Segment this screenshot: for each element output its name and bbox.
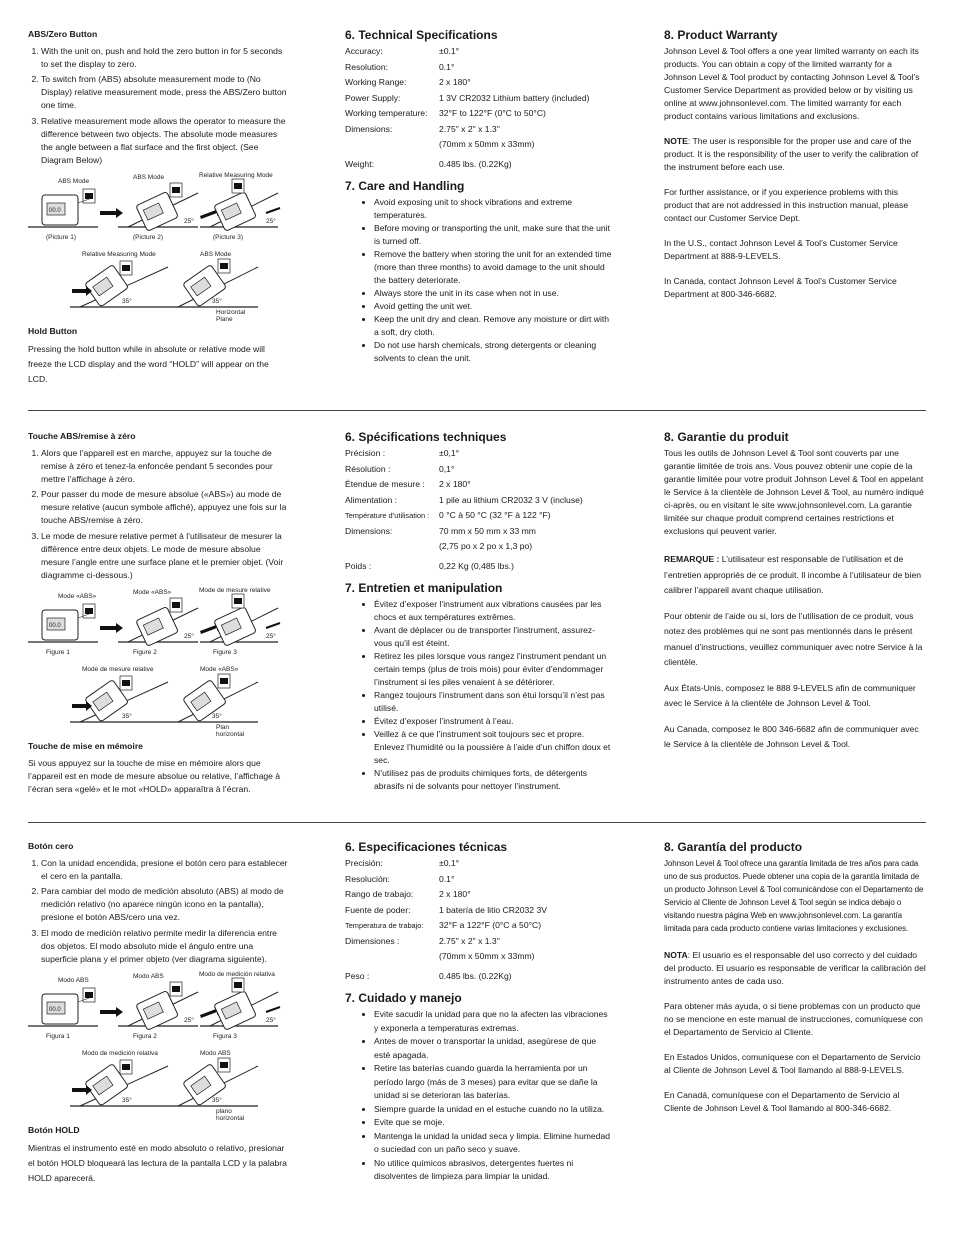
list-item: 3. Relative measurement mode allows the operator to measure the difference between two objects. The absolute mode measures the angle between a flat surface and the first object. (See Diagram Below) [41, 115, 290, 167]
list-item: • Évitez d’exposer l’instrument à l’eau. [374, 715, 613, 728]
diagram-text: 35° [212, 297, 222, 305]
spec-row [345, 447, 583, 463]
spec-value [439, 494, 583, 510]
diagram-shape [214, 191, 257, 231]
spec-value [439, 525, 583, 556]
diagram-label: Modo ABS [58, 976, 89, 984]
spec-value [439, 107, 589, 123]
note-text: : The user is responsible for the proper use and care of the product. It is the responsibility of the user to verify the calibration of the instrument before each use. [664, 136, 919, 172]
spec-row [345, 61, 589, 77]
list-item: • Retire las baterías cuando guarda la herramienta por un período largo (más de 3 meses) para evitar que se dañe la unidad si se deterioran las baterías. [374, 1062, 613, 1103]
spec-key: Dimensions: [345, 525, 393, 536]
spec-value-line: 1 batería de litio CR2032 3V [439, 904, 547, 915]
diagram-shape [220, 678, 228, 684]
assistance-paragraph: For further assistance, or if you experience problems with this product that are not addressed in this instruction manual, please contact our Customer Service Dept. [664, 187, 909, 223]
spec-value-line: 2 x 180° [439, 889, 471, 900]
diagram-text: 35° [212, 712, 222, 720]
measurement-mode-diagram [28, 171, 290, 323]
abs-zero-title: ABS/Zero Button [28, 29, 98, 39]
svg-text:00.0: 00.0 [49, 622, 61, 629]
list-item: 2. Pour passer du mode de mesure absolue («ABS») au mode de mesure relative (aucun symbole affiché), appuyez une fois sur la touche ABS/remise à zéro. [41, 488, 290, 527]
spec-key: Résolution : [345, 463, 391, 474]
diagram-text: Plan [216, 723, 230, 731]
spec-value [439, 857, 547, 873]
warranty-paragraph: Tous les outils de Johnson Level & Tool sont couverts par une garantie limitée de trois ans. Vous pouvez obtenir une copie de la garantie limitée pour votre produit Johnson Level & Tool en appelant le Service à la clientèle de Johnson Level & Tool, au numéro indiqué ci-après, ou en visitant le site www.johnsonlevel.com. La garantie limitée sur chaque produit comprend certaines restrictions et exclusions qui peuvent varier. [664, 448, 924, 536]
list-item: • Mantenga la unidad la unidad seca y limpia. Elimine humedad o suciedad con un paño seco y suave. [374, 1130, 613, 1157]
level-device-picture-4 [70, 676, 168, 722]
diagram-slot [28, 970, 290, 1122]
list-item: • No utilice químicos abrasivos, detergentes fuertes ni disolventes de limpieza para limpiar la unidad. [374, 1157, 613, 1184]
spec-value-line: ±0.1° [439, 46, 460, 56]
column-warranty [664, 28, 926, 311]
spec-value [439, 904, 547, 920]
diagram-caption: (Picture 2) [133, 233, 163, 241]
spec-key: Accuracy: [345, 46, 383, 56]
diagram-text: horizontal [216, 1114, 245, 1122]
spec-value-line: 2.75" x 2" x 1.3" [439, 935, 500, 946]
spec-key: Dimensions: [345, 123, 393, 134]
note-paragraph [664, 949, 926, 988]
arrow-icon [100, 208, 123, 218]
diagram-label: Mode de mesure relative [199, 586, 271, 594]
list-item: 2. To switch from (ABS) absolute measurement mode to (No Display) relative measurement mode, press the ABS/Zero button one time. [41, 73, 290, 112]
svg-text:00.0: 00.0 [49, 207, 61, 214]
canada-contact-paragraph: Au Canada, composez le 800 346-6682 afin de communiquer avec le Service à la clientèle de Johnson Level & Tool. [664, 723, 919, 749]
spec-row [345, 107, 589, 123]
column-buttons [28, 28, 290, 387]
spec-value [439, 873, 547, 889]
spec-row [345, 919, 547, 935]
spec-row [345, 494, 583, 510]
spec-key: Poids : [345, 560, 372, 571]
spec-value-line: (70mm x 50mm x 33mm) [439, 950, 535, 961]
care-list [345, 1008, 613, 1184]
diagram-shape [234, 598, 242, 604]
diagram-text: 25° [266, 632, 276, 640]
diagram-text: 35° [122, 1096, 132, 1104]
diagram-caption: (Picture 3) [213, 233, 243, 241]
spec-value-line: 70 mm x 50 mm x 33 mm [439, 525, 536, 536]
spec-row [345, 158, 589, 174]
level-device-picture-2 [118, 982, 198, 1030]
us-contact-paragraph: Aux États-Unis, composez le 888 9-LEVELS afin de communiquer avec le Service à la clientèle de Johnson Level & Tool. [664, 682, 916, 708]
spec-value [439, 447, 583, 463]
list-item: • Siempre guarde la unidad en el estuche cuando no la utiliza. [374, 1103, 613, 1117]
hold-title: Touche de mise en mémoire [28, 740, 143, 751]
note-paragraph [664, 552, 926, 599]
spec-key: Working Range: [345, 77, 407, 88]
diagram-caption: Figura 2 [133, 1032, 157, 1040]
arrow-icon [100, 623, 123, 633]
spec-value-line: 0,1° [439, 463, 455, 474]
diagram-shape [172, 986, 180, 992]
diagram-caption: Figura 3 [213, 1032, 237, 1040]
diagram-label: Mode «ABS» [58, 592, 97, 600]
warranty-paragraph: Johnson Level & Tool ofrece una garantía limitada de tres años para cada uno de sus productos. Puede obtener una copia de la garantía limitada de un producto Johnson Level & Tool comunicándose con el Departamento de Servicio al Cliente de Johnson Level & Tool según se indica debajo o visitando nuestra página Web en www.johnsonlevel.com. La garantía limitada para cada producto contiene varias limitaciones y exclusiones. [664, 859, 924, 933]
list-item: 3. Le mode de mesure relative permet à l’utilisateur de mesurer la différence entre deux objets. Le mode de mesure absolue mesure l’angle entre une surface plane et le premier objet. (Voir diagramme ci-dessous.) [41, 530, 290, 582]
hold-title: Botón HOLD [28, 1124, 80, 1135]
diagram-shape [214, 990, 257, 1030]
spec-value [439, 92, 589, 108]
spec-value-line: 1 pile au lithium CR2032 3 V (incluse) [439, 494, 583, 505]
level-device-picture-5 [168, 1058, 258, 1122]
specs-title: 6. Especificaciones técnicas [345, 840, 508, 854]
spec-row [345, 478, 583, 494]
spec-value-line: 0.485 lbs. (0.22Kg) [439, 158, 512, 169]
spec-value [439, 45, 589, 61]
spec-value [439, 123, 589, 154]
level-device-picture-3 [200, 594, 280, 646]
note-label: REMARQUE : [664, 554, 720, 564]
spec-row [345, 873, 547, 889]
spec-key: Temperatura de trabajo: [345, 921, 424, 931]
level-device-picture-3 [200, 978, 280, 1030]
spec-value-line: 32°F to 122°F (0°C to 50°C) [439, 108, 546, 119]
diagram-shape [234, 982, 242, 988]
list-item: • Evite sacudir la unidad para que no la afecten las vibraciones y exponerla a temperaturas extremas. [374, 1008, 613, 1035]
spec-row [345, 92, 589, 108]
list-item: • Avant de déplacer ou de transporter l’instrument, assurez-vous qu’il est éteint. [374, 624, 613, 650]
hold-title: Hold Button [28, 325, 78, 336]
diagram-text: 25° [266, 217, 276, 225]
level-device-picture-5 [168, 674, 258, 738]
spec-row [345, 970, 547, 986]
list-item: • Retirez les piles lorsque vous rangez l’instrument pendant un certain temps (plus de trois mois) pour éviter d’endommager l’instrument si les piles venaient à se détériorer. [374, 650, 613, 689]
spec-row [345, 935, 547, 966]
diagram-text: 35° [212, 1096, 222, 1104]
spec-key: Température d’utilisation : [345, 511, 430, 521]
spec-value-line: 2 x 180° [439, 479, 471, 490]
specs-title: 6. Technical Specifications [345, 28, 498, 42]
spec-key: Precisión: [345, 858, 383, 868]
column-warranty [664, 840, 926, 1125]
note-text: : El usuario es el responsable del uso correcto y del cuidado del producto. El usuario es responsable de verificar la calibración del instrumento antes de cada uso. [664, 950, 926, 986]
spec-value [439, 935, 547, 966]
section-divider [28, 822, 926, 823]
level-device-picture-4 [70, 261, 168, 307]
diagram-label: ABS Mode [58, 177, 90, 185]
list-item: • Evite que se moje. [374, 1116, 613, 1130]
abs-instructions-list [28, 45, 290, 167]
list-item: • Rangez toujours l’instrument dans son étui lorsqu’il n’est pas utilisé. [374, 689, 613, 715]
spec-value-line: 0.485 lbs. (0.22Kg) [439, 970, 512, 981]
diagram-slot [28, 171, 290, 323]
spec-value [439, 970, 547, 986]
care-title: 7. Cuidado y manejo [345, 991, 462, 1006]
spec-value [439, 76, 589, 92]
section-divider [28, 410, 926, 411]
spec-value [439, 509, 583, 525]
diagram-caption: Figure 3 [213, 648, 237, 656]
spec-key: Resolution: [345, 61, 388, 72]
diagram-shape [220, 263, 228, 269]
level-device-picture-1 [28, 189, 98, 227]
diagram-label: Relative Measuring Mode [199, 171, 273, 179]
diagram-label: Modo ABS [200, 1049, 231, 1057]
specs-table [345, 45, 589, 173]
spec-row [345, 560, 583, 576]
spec-row [345, 463, 583, 479]
spec-value [439, 158, 589, 174]
care-list [345, 598, 613, 793]
diagram-shape [172, 602, 180, 608]
spec-value-line: ±0,1° [439, 448, 460, 458]
list-item: • Veillez à ce que l’instrument soit toujours sec et propre. Enlevez l’humidité ou la poussière à l’aide d’un chiffon doux et sec. [374, 728, 613, 767]
spec-value-line: 2.75" x 2" x 1.3" [439, 123, 500, 134]
spec-value [439, 888, 547, 904]
spec-key: Peso : [345, 970, 370, 981]
diagram-shape [136, 606, 179, 646]
spec-value [439, 61, 589, 77]
diagram-text: Horizontal [216, 308, 246, 316]
diagram-text: 25° [184, 632, 194, 640]
column-specs [345, 28, 613, 365]
diagram-caption: Figura 1 [46, 1032, 70, 1040]
specs-table [345, 857, 547, 985]
diagram-caption: Figure 2 [133, 648, 157, 656]
list-item: • Antes de mover o transportar la unidad, asegúrese de que esté apagada. [374, 1035, 613, 1062]
diagram-shape [220, 1062, 228, 1068]
note-text: L’utilisateur est responsable de l’utilisation et de l’entretien appropriés de ce produit. Il incombe à l’utilisateur de bien calibrer l’appareil avant chaque utilisation. [664, 554, 922, 595]
spec-key: Weight: [345, 158, 374, 169]
care-title: 7. Care and Handling [345, 179, 465, 194]
spec-key: Étendue de mesure : [345, 479, 425, 490]
note-paragraph [664, 135, 926, 174]
svg-text:00.0: 00.0 [49, 1006, 61, 1013]
spec-value-line: 0,22 Kg (0,485 lbs.) [439, 560, 515, 571]
diagram-shape [266, 1007, 280, 1012]
spec-value-line: 0 °C à 50 °C (32 °F à 122 °F) [439, 510, 551, 521]
spec-key: Précision : [345, 448, 386, 458]
column-buttons [28, 840, 290, 1186]
spec-value-line: 0.1° [439, 61, 455, 72]
list-item: • Avoid getting the unit wet. [374, 300, 613, 313]
list-item: 2. Para cambiar del modo de medición absoluto (ABS) al modo de medición relativo (no aparece ningún icono en la pantalla), presione el botón ABS/cero una vez. [41, 885, 290, 924]
diagram-caption: Figure 1 [46, 648, 70, 656]
diagram-slot [28, 586, 290, 738]
spec-value [439, 463, 583, 479]
level-device-picture-4 [70, 1060, 168, 1106]
us-contact-paragraph: In the U.S., contact Johnson Level & Tool’s Customer Service Department at 888-9-LEVELS. [664, 238, 898, 261]
spec-row [345, 888, 547, 904]
diagram-label: Relative Measuring Mode [82, 250, 156, 258]
spec-key: Fuente de poder: [345, 904, 411, 915]
list-item: • Avoid exposing unit to shock vibrations and extreme temperatures. [374, 196, 613, 222]
spec-value-line: 32°F a 122°F (0°C a 50°C) [439, 920, 542, 931]
list-item: • Before moving or transporting the unit, make sure that the unit is turned off. [374, 222, 613, 248]
diagram-shape [136, 990, 179, 1030]
list-item: 1. With the unit on, push and hold the zero button in for 5 seconds to set the display to zero. [41, 45, 290, 71]
canada-contact-paragraph: In Canada, contact Johnson Level & Tool’s Customer Service Department at 800-346-6682. [664, 276, 897, 299]
diagram-label: Modo de medición relativa [199, 970, 275, 978]
diagram-shape [122, 680, 130, 686]
list-item: • Évitez d’exposer l’instrument aux vibrations causées par les chocs et aux températures extrêmes. [374, 598, 613, 624]
note-label: NOTE [664, 136, 688, 146]
warranty-title: 8. Product Warranty [664, 28, 778, 42]
spec-value-line: 1 3V CR2032 Lithium battery (included) [439, 92, 590, 103]
care-title: 7. Entretien et manipulation [345, 581, 503, 596]
abs-instructions-list [28, 857, 290, 966]
diagram-text: plano [216, 1107, 232, 1115]
diagram-shape [234, 183, 242, 189]
measurement-mode-diagram [28, 970, 290, 1122]
diagram-label: Modo de medición relativa [82, 1049, 158, 1057]
diagram-text: 35° [122, 712, 132, 720]
section-french [0, 430, 954, 810]
abs-zero-title: Botón cero [28, 841, 74, 851]
diagram-text: 35° [122, 297, 132, 305]
us-contact-paragraph: En Estados Unidos, comuníquese con el Departamento de Servicio al Cliente de Johnson Level & Tool llamando al 888-9-LEVELS. [664, 1052, 921, 1075]
column-buttons [28, 430, 290, 796]
assistance-paragraph: Para obtener más ayuda, o si tiene problemas con un producto que no se mencione en este manual de instrucciones, comuníquese con el Departamento de Servicio al Cliente. [664, 1001, 923, 1037]
level-device-picture-3 [200, 179, 280, 231]
diagram-label: ABS Mode [133, 173, 165, 181]
arrow-icon [100, 1007, 123, 1017]
spec-value-line: (70mm x 50mm x 33mm) [439, 138, 535, 149]
diagram-shape [172, 187, 180, 193]
list-item: • N’utilisez pas de produits chimiques forts, de détergents abrasifs ni de solvants pour nettoyer l’instrument. [374, 767, 613, 793]
diagram-label: ABS Mode [200, 250, 232, 258]
diagram-text: horizontal [216, 730, 245, 738]
spec-key: Dimensiones : [345, 935, 400, 946]
list-item: 1. Con la unidad encendida, presione el botón cero para establecer el cero en la pantalla. [41, 857, 290, 883]
diagram-shape [266, 208, 280, 213]
diagram-text: 25° [184, 217, 194, 225]
spec-row [345, 76, 589, 92]
hold-text: Pressing the hold button while in absolute or relative mode will freeze the LCD display and the word “HOLD” will appear on the LCD. [28, 343, 269, 384]
spec-key: Power Supply: [345, 92, 401, 103]
spec-row [345, 45, 589, 61]
diagram-shape [122, 265, 130, 271]
diagram-shape [122, 1064, 130, 1070]
level-device-picture-1 [28, 604, 98, 642]
diagram-caption: (Picture 1) [46, 233, 76, 241]
spec-value-line: 0.1° [439, 873, 455, 884]
list-item: • Do not use harsh chemicals, strong detergents or cleaning solvents to clean the unit. [374, 339, 613, 365]
list-item: • Remove the battery when storing the unit for an extended time (more than three months) to avoid damage to the unit should the battery deteriorate. [374, 248, 613, 287]
care-list [345, 196, 613, 365]
spec-row [345, 857, 547, 873]
warranty-title: 8. Garantía del producto [664, 840, 803, 854]
list-item: • Always store the unit in its case when not in use. [374, 287, 613, 300]
section-english [0, 28, 954, 398]
measurement-mode-diagram [28, 586, 290, 738]
diagram-label: Mode «ABS» [200, 665, 239, 673]
hold-text: Mientras el instrumento esté en modo absoluto o relativo, presionar el botón HOLD bloqueará las lectura de la pantalla LCD y la palabra HOLD aparecerá. [28, 1142, 287, 1183]
spec-value-line: 2 x 180° [439, 77, 471, 88]
abs-zero-title: Touche ABS/remise à zéro [28, 431, 136, 441]
list-item: 1. Alors que l’appareil est en marche, appuyez sur la touche de remise à zéro et tenez-la enfoncée pendant 5 secondes pour mettre l’affichage à zéro. [41, 447, 290, 486]
diagram-label: Modo ABS [133, 972, 164, 980]
spec-value-line: (2,75 po x 2 po x 1,3 po) [439, 540, 533, 551]
diagram-shape [136, 191, 179, 231]
spec-value [439, 560, 583, 576]
diagram-text: 25° [184, 1016, 194, 1024]
diagram-text: 25° [266, 1016, 276, 1024]
column-specs [345, 430, 613, 793]
spec-row [345, 525, 583, 556]
note-label: NOTA [664, 950, 688, 960]
diagram-label: Mode «ABS» [133, 588, 172, 596]
hold-text: Si vous appuyez sur la touche de mise en mémoire alors que l’appareil est en mode de mesure absolue ou relative, l’affichage à l’écran sera «gelé» et le mot «HOLD» apparaîtra à l’écran. [28, 757, 281, 794]
spec-value [439, 919, 547, 935]
spec-row [345, 123, 589, 154]
level-device-picture-1 [28, 988, 98, 1026]
list-item: • Keep the unit dry and clean. Remove any moisture or dirt with a soft, dry cloth. [374, 313, 613, 339]
specs-table [345, 447, 583, 575]
spec-row [345, 904, 547, 920]
section-spanish [0, 840, 954, 1220]
canada-contact-paragraph: En Canadá, comuníquese con el Departamento de Servicio al Cliente de Johnson Level & Tool llamando al 800-346-6682. [664, 1090, 900, 1113]
spec-row [345, 509, 583, 525]
warranty-paragraph: Johnson Level & Tool offers a one year limited warranty on each its products. You can obtain a copy of the limited warranty for a Johnson Level & Tool product by contacting Johnson Level & Tool’s Customer Service Department as provided below or by visiting us online at www.johnsonlevel.com. The limited warranty for each product contains various limitations and exclusions. [664, 46, 920, 121]
spec-value [439, 478, 583, 494]
spec-key: Working temperature: [345, 108, 428, 119]
abs-instructions-list [28, 447, 290, 582]
diagram-shape [266, 623, 280, 628]
column-specs [345, 840, 613, 1184]
diagram-text: Plane [216, 315, 233, 323]
level-device-picture-2 [118, 183, 198, 231]
spec-value-line: ±0.1° [439, 858, 460, 868]
diagram-label: Mode de mesure relative [82, 665, 154, 673]
assistance-paragraph: Pour obtenir de l’aide ou si, lors de l’utilisation de ce produit, vous notez des problèmes qui ne sont pas mentionnés dans le présent manuel d’instructions, veuillez communiquer avec notre Service à la clientèle. [664, 610, 923, 667]
spec-key: Alimentation : [345, 494, 398, 505]
level-device-picture-2 [118, 598, 198, 646]
level-device-picture-5 [168, 259, 258, 323]
specs-title: 6. Spécifications techniques [345, 430, 507, 444]
spec-key: Rango de trabajo: [345, 889, 414, 900]
diagram-shape [214, 606, 257, 646]
list-item: 3. El modo de medición relativo permite medir la diferencia entre dos objetos. El modo absoluto mide el ángulo entre una superficie plana y el primer objeto (ver diagrama siguiente). [41, 927, 290, 966]
column-warranty [664, 430, 926, 763]
warranty-title: 8. Garantie du produit [664, 430, 789, 444]
spec-key: Resolución: [345, 873, 390, 884]
